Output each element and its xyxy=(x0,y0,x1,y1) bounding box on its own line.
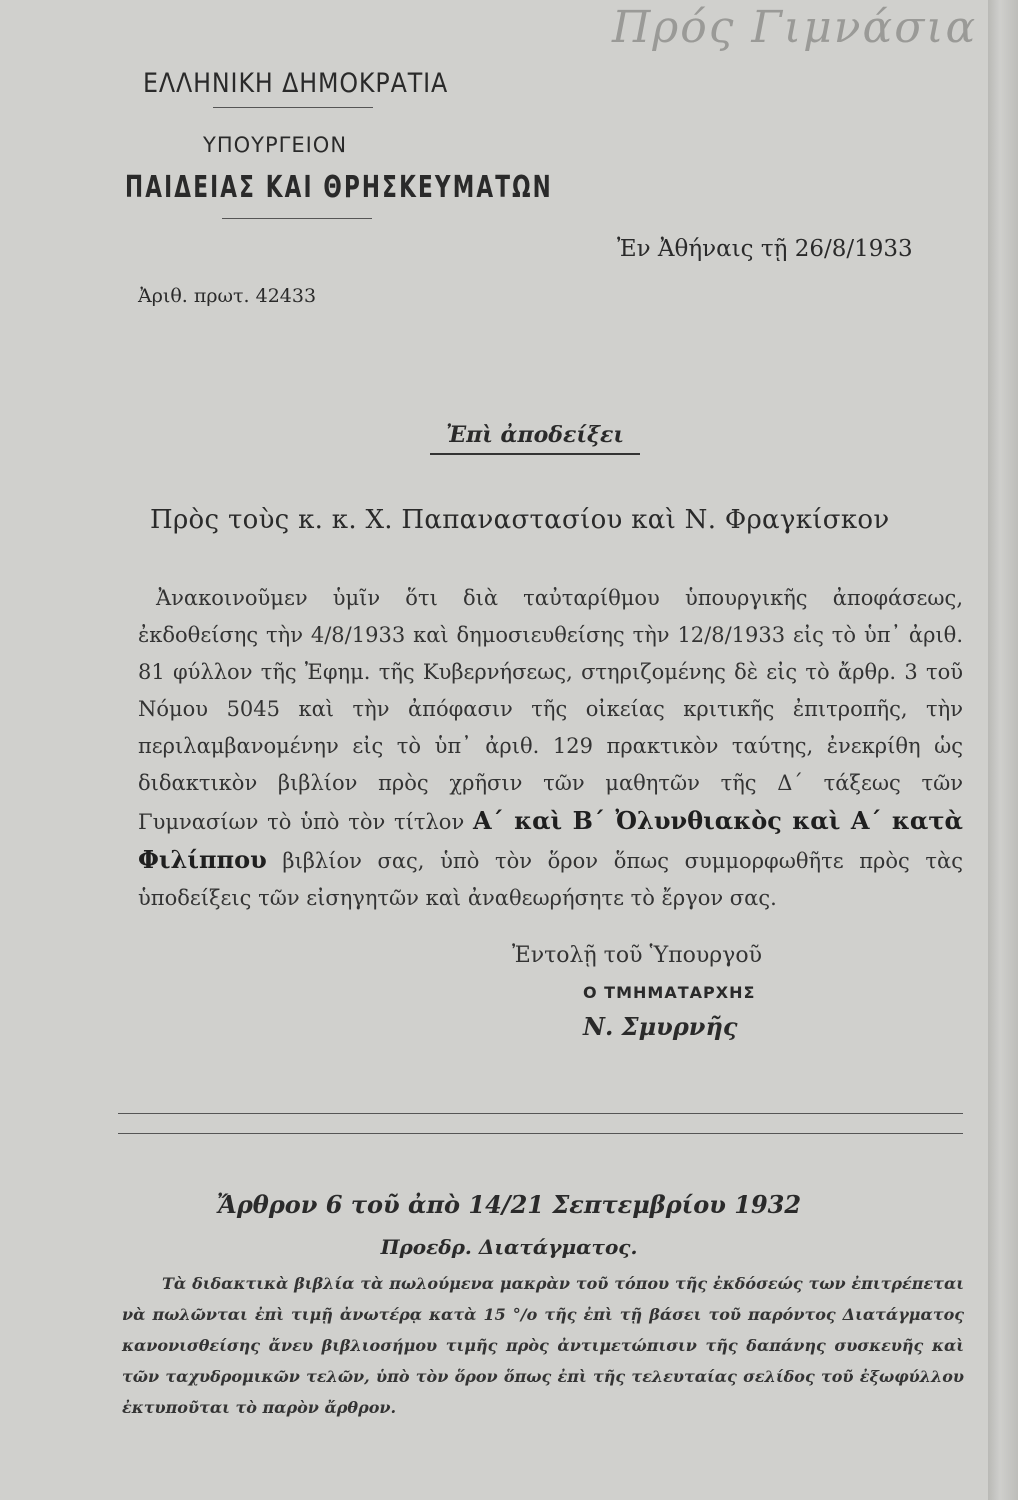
header-divider-2 xyxy=(222,218,372,219)
article-subtitle: Προεδρ. Διατάγματος. xyxy=(380,1235,638,1259)
signature-name: Ν. Σμυρνῆς xyxy=(583,1012,738,1041)
date-line: Ἐν Ἀθήναις τῇ 26/8/1933 xyxy=(617,236,913,262)
republic-heading: ΕΛΛΗΝΙΚΗ ΔΗΜΟΚΡΑΤΙΑ xyxy=(143,68,449,99)
header-divider xyxy=(213,107,373,108)
ministry-heading: ΥΠΟΥΡΓΕΙΟΝ xyxy=(203,133,348,157)
protocol-number: Ἀριθ. πρωτ. 42433 xyxy=(138,285,317,307)
receipt-note: Ἐπὶ ἀποδείξει xyxy=(445,422,625,448)
signature-line: Ἐντολῇ τοῦ Ὑπουργοῦ xyxy=(512,943,762,968)
addressee: Πρὸς τοὺς κ. κ. Χ. Παπαναστασίου καὶ Ν. Φραγκίσκον xyxy=(150,505,890,535)
article-text: Τὰ διδακτικὰ βιβλία τὰ πωλούμενα μακρὰν τοῦ τόπου τῆς ἐκδόσεώς των ἐπιτρέπεται νὰ πωλῶνται ἐπὶ τιμῇ ἀνωτέρᾳ κατὰ 15 °/ο τῆς ἐπὶ τῇ βάσει τοῦ παρόντος Διατάγματος κανονισθείσης ἄνευ βιβλιοσήμου τιμῆς πρὸς ἀντιμετώπισιν τῆς δαπάνης συσκευῆς καὶ τῶν ταχυδρομικῶν τελῶν, ὑπὸ τὸν ὅρον ὅπως ἐπὶ τῆς τελευταίας σελίδος τοῦ ἐξωφύλλου ἐκτυποῦται τὸ παρὸν ἄρθρον. xyxy=(122,1274,964,1417)
body-text-1: Ἀνακοινοῦμεν ὑμῖν ὅτι διὰ ταὐταρίθμου ὑπουργικῆς ἀποφάσεως, ἐκδοθείσης τὴν 4/8/1933 καὶ δημοσιευθείσης τὴν 12/8/1933 εἰς τὸ ὑπ᾽ ἀριθ. 81 φύλλον τῆς Ἐφημ. τῆς Κυβερνήσεως, στηριζομένης δὲ εἰς τὸ ἄρθρ. 3 τοῦ Νόμου 5045 καὶ τὴν ἀπόφασιν τῆς οἰκείας κριτικῆς ἐπιτροπῆς, τὴν περιλαμβανομένην εἰς τὸ ὑπ᾽ ἀριθ. 129 πρακτικὸν ταύτης, ἐνεκρίθη ὡς διδακτικὸν βιβλίον πρὸς χρῆσιν τῶν μαθητῶν τῆς Δ´ τάξεως τῶν Γυμνασίων τὸ ὑπὸ τὸν τίτλον xyxy=(138,586,963,834)
book-title: Α´ καὶ Β´ Ὀλυνθιακὸς καὶ Α´ κατὰ Φιλίππου xyxy=(138,806,963,874)
divider-line-2 xyxy=(118,1133,963,1134)
divider-line xyxy=(118,1113,963,1114)
letter-body xyxy=(138,580,963,917)
article-title: Ἄρθρον 6 τοῦ ἀπὸ 14/21 Σεπτεμβρίου 1932 xyxy=(216,1190,802,1219)
department-heading: ΠΑΙΔΕΙΑΣ ΚΑΙ ΘΡΗΣΚΕΥΜΑΤΩΝ xyxy=(125,170,553,205)
body-text-2: βιβλίον σας, ὑπὸ τὸν ὅρον ὅπως συμμορφωθῆτε πρὸς τὰς ὑποδείξεις τῶν εἰσηγητῶν καὶ ἀναθεωρήσητε τὸ ἔργον σας. xyxy=(138,849,963,910)
receipt-underline xyxy=(430,453,640,455)
signature-role: Ο ΤΜΗΜΑΤΑΡΧΗΣ xyxy=(583,983,756,1002)
handwritten-note: Πρός Γιμνάσια xyxy=(612,2,978,53)
binding-edge xyxy=(988,0,1018,1500)
